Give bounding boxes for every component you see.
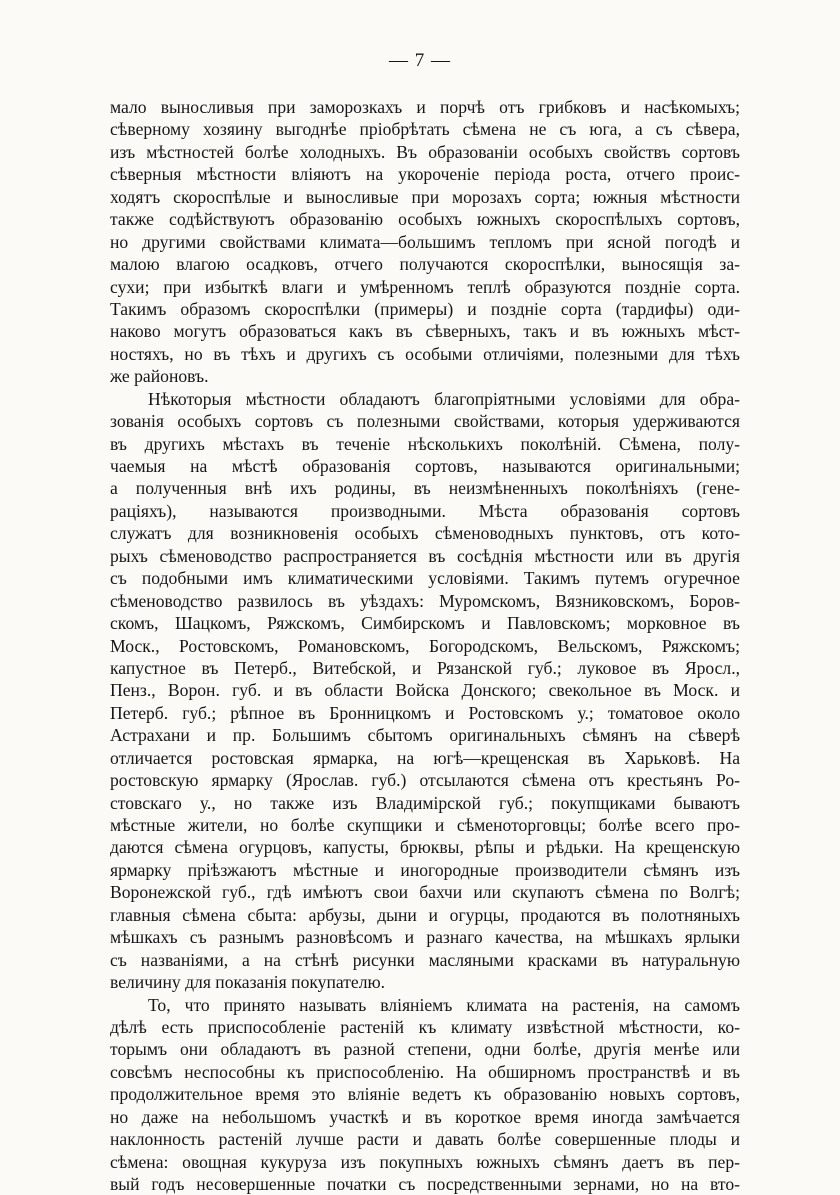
text-line: служатъ для возникновенія особыхъ сѣменоводныхъ пунктовъ, отъ кото- [110, 522, 740, 544]
text-line: То, что принято называть вліяніемъ климата на растенія, на самомъ [110, 994, 740, 1016]
text-line: главныя сѣмена сбыта: арбузы, дыни и огурцы, продаются въ полотняныхъ [110, 904, 740, 926]
text-line: а полученныя внѣ ихъ родины, въ неизмѣненныхъ поколѣніяхъ (гене- [110, 477, 740, 499]
text-line: торымъ они обладаютъ въ разной степени, одни болѣе, другія менѣе или [110, 1038, 740, 1060]
paragraph [110, 388, 740, 994]
text-line: съ названіями, а на стѣнѣ рисунки масляными красками въ натуральную [110, 949, 740, 971]
text-line: Моск., Ростовскомъ, Романовскомъ, Богородскомъ, Вельскомъ, Ряжскомъ; [110, 635, 740, 657]
text-line: же районовъ. [110, 365, 740, 387]
text-line: Воронежской губ., гдѣ имѣютъ свои бахчи или скупаютъ сѣмена по Волгѣ; [110, 881, 740, 903]
text-line: скомъ, Шацкомъ, Ряжскомъ, Симбирскомъ и Павловскомъ; морковное въ [110, 612, 740, 634]
page-number: — 7 — [0, 50, 840, 72]
text-line: рыхъ сѣменоводство распространяется въ сосѣднія мѣстности или въ другія [110, 545, 740, 567]
text-line: также содѣйствуютъ образованію особыхъ южныхъ скороспѣлыхъ сортовъ, [110, 208, 740, 230]
text-line: сѣверному хозяину выгоднѣе пріобрѣтать сѣмена не съ юга, а съ сѣвера, [110, 118, 740, 140]
text-line: чаемыя на мѣстѣ образованія сортовъ, называются оригинальными; [110, 455, 740, 477]
text-line: наклонность растеній лучше расти и давать болѣе совершенные плоды и [110, 1128, 740, 1150]
text-line: мѣшкахъ съ разнымъ разновѣсомъ и разнаго качества, на мѣшкахъ ярлыки [110, 926, 740, 948]
paragraph [110, 994, 740, 1195]
text-line: мало выносливыя при заморозкахъ и порчѣ отъ грибковъ и насѣкомыхъ; [110, 96, 740, 118]
text-line: сѣверныя мѣстности вліяютъ на укороченіе періода роста, отчего проис- [110, 163, 740, 185]
text-line: Такимъ образомъ скороспѣлки (примеры) и поздніе сорта (тардифы) оди- [110, 298, 740, 320]
text-line: Пенз., Ворон. губ. и въ области Войска Донского; свекольное въ Моск. и [110, 679, 740, 701]
text-line: вый годъ несовершенные початки съ посредственными зернами, но на вто- [110, 1173, 740, 1195]
text-line: ностяхъ, но въ тѣхъ и другихъ съ особыми отличіями, полезными для тѣхъ [110, 343, 740, 365]
text-line: зованія особыхъ сортовъ съ полезными свойствами, которыя удерживаются [110, 410, 740, 432]
text-line: Нѣкоторыя мѣстности обладаютъ благопріятными условіями для обра- [110, 388, 740, 410]
text-line: съ подобными имъ климатическими условіями. Такимъ путемъ огуречное [110, 567, 740, 589]
text-line: въ другихъ мѣстахъ въ теченіе нѣсколькихъ поколѣній. Сѣмена, полу- [110, 433, 740, 455]
text-line: изъ мѣстностей болѣе холодныхъ. Въ образованіи особыхъ свойствъ сортовъ [110, 141, 740, 163]
text-line: дѣлѣ есть приспособленіе растеній къ климату извѣстной мѣстности, ко- [110, 1016, 740, 1038]
text-line: раціяхъ), называются производными. Мѣста образованія сортовъ [110, 500, 740, 522]
text-line: ростовскую ярмарку (Яроcлав. губ.) отсылаются сѣмена отъ крестьянъ Ро- [110, 769, 740, 791]
text-line: ярмарку пріѣзжаютъ мѣстные и иногородные производители сѣмянъ изъ [110, 859, 740, 881]
paragraph [110, 96, 740, 388]
text-line: сухи; при избыткѣ влаги и умѣренномъ теплѣ образуются поздніе сорта. [110, 276, 740, 298]
text-line: наково могутъ образоваться какъ въ сѣверныхъ, такъ и въ южныхъ мѣст- [110, 320, 740, 342]
text-line: Астрахани и пр. Большимъ сбытомъ оригинальныхъ сѣмянъ на сѣверѣ [110, 724, 740, 746]
text-line: сѣменоводство развилось въ уѣздахъ: Муромскомъ, Вязниковскомъ, Боров- [110, 590, 740, 612]
text-line: капустное въ Петерб., Витебской, и Рязанской губ.; луковое въ Яросл., [110, 657, 740, 679]
text-line: малою влагою осадковъ, отчего получаются скороспѣлки, выносящія за- [110, 253, 740, 275]
text-line: сѣмена: овощная кукуруза изъ покупныхъ южныхъ сѣмянъ даетъ въ пер- [110, 1151, 740, 1173]
text-line: но даже на небольшомъ участкѣ и въ короткое время иногда замѣчается [110, 1106, 740, 1128]
text-body [110, 96, 740, 1195]
text-line: стовскаго у., но также изъ Владимірской губ.; покупщиками бываютъ [110, 792, 740, 814]
text-line: даются сѣмена огурцовъ, капусты, брюквы, рѣпы и рѣдьки. На крещенскую [110, 836, 740, 858]
text-line: Петерб. губ.; рѣпное въ Бронницкомъ и Ростовскомъ у.; томатовое около [110, 702, 740, 724]
text-line: мѣстные жители, но болѣе скупщики и сѣменоторговцы; болѣе всего про- [110, 814, 740, 836]
text-line: ходятъ скороспѣлые и выносливые при морозахъ сорта; южныя мѣстности [110, 186, 740, 208]
text-line: совсѣмъ неспособны къ приспособленію. На обширномъ пространствѣ и въ [110, 1061, 740, 1083]
text-line: отличается ростовская ярмарка, на югѣ—крещенская въ Харьковѣ. На [110, 747, 740, 769]
text-line: величину для показанія покупателю. [110, 971, 740, 993]
text-line: продолжительное время это вліяніе ведетъ къ образованію новыхъ сортовъ, [110, 1083, 740, 1105]
text-line: но другими свойствами климата—большимъ тепломъ при ясной погодѣ и [110, 231, 740, 253]
